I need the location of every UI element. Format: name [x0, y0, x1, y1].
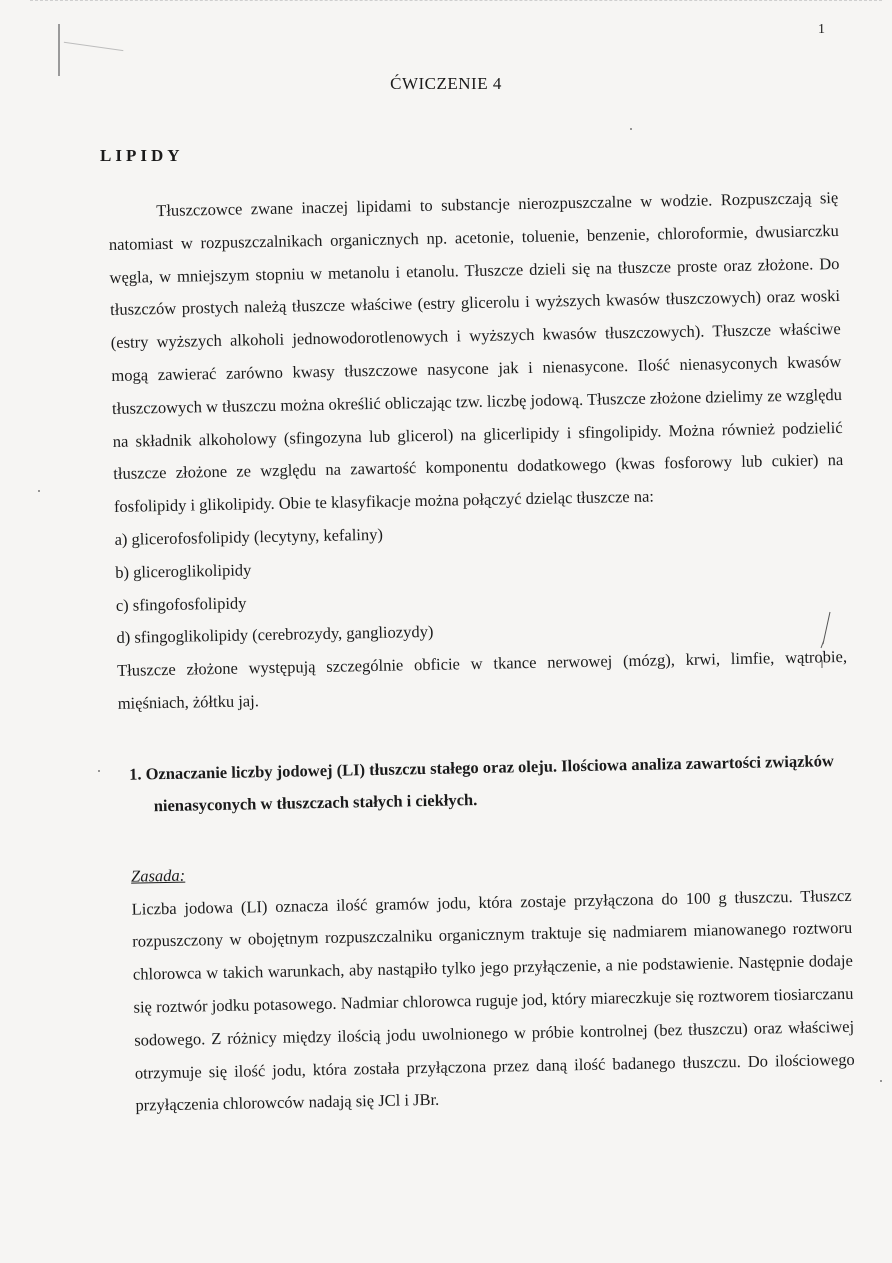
exercise-heading: 1. Oznaczanie liczby jodowej (LI) tłuszczu stałego oraz oleju. Ilościowa analiza zawartości związków nienasyconych w tłuszczach stałych i ciekłych.	[128, 750, 834, 815]
list-item: d) sfingoglikolipidy (cerebrozydy, gangliozydy)	[116, 622, 434, 648]
margin-scribble	[818, 610, 832, 670]
principle-paragraph: Liczba jodowa (LI) oznacza ilość gramów jodu, która zostaje przyłączona do 100 g tłuszczu. Tłuszcz rozpuszczony w obojętnym rozpuszczalniku organicznym traktuje się nadmiarem mianowanego roztworu chlorowca w takich warunkach, aby nastąpiło tylko jego przyłączenie, a nie podstawienie. Następnie dodaje się roztwór jodku potasowego. Nadmiar chlorowca ruguje jod, który miareczkuje się roztworem tiosiarczanu sodowego. Z różnicy między ilością jodu uwolnionego w próbie kontrolnej (bez tłuszczu) oraz właściwej otrzymuje się ilość jodu, która została przyłączona przez daną ilość badanego tłuszczu. Do ilościowego przyłączenia chlorowców nadają się JCl i JBr.	[131, 885, 855, 1115]
scan-speck	[630, 128, 632, 130]
scan-speck	[880, 1080, 882, 1082]
scan-edge	[30, 0, 882, 3]
lipid-classes-list	[114, 510, 846, 655]
list-item: c) sfingofosfolipidy	[115, 592, 247, 615]
intro-paragraph: Tłuszczowce zwane inaczej lipidami to substancje nierozpuszczalne w wodzie. Rozpuszczają się natomiast w rozpuszczalnikach organicznych np. acetonie, toluenie, benzenie, chloroformie, dwusiarczku węgla, w mniejszym stopniu w metanolu i etanolu. Tłuszcze dzieli się na tłuszcze proste oraz złożone. Do tłuszczów prostych należą tłuszcze właściwe (estry glicerolu i wyższych kwasów tłuszczowych) oraz woski (estry wyższych alkoholi jednowodorotlenowych i wyższych kwasów tłuszczowych). Tłuszcze właściwe mogą zawierać zarówno kwasy tłuszczowe nasycone jak i nienasycone. Ilość nienasyconych kwasów tłuszczowych w tłuszczu można określić obliczając tzw. liczbę jodową. Tłuszcze złożone dzielimy ze względu na składnik alkoholowy (sfingozyna lub glicerol) na glicerlipidy i sfingolipidy. Można również podzielić tłuszcze złożone ze względu na zawartość komponentu dodatkowego (kwas fosforowy lub cukier) na fosfolipidy i glikolipidy. Obie te klasyfikacje można połączyć dzieląc tłuszcze na:	[108, 187, 844, 517]
occurrence-paragraph: Tłuszcze złożone występują szczególnie obficie w tkance nerwowej (mózg), krwi, limfie, wątrobie, mięśniach, żółtku jaj.	[116, 647, 848, 713]
scan-speck	[38, 490, 40, 492]
exercise-title: ĆWICZENIE 4	[390, 74, 502, 93]
scan-speck	[98, 770, 100, 772]
document-body	[108, 182, 856, 1123]
list-item: a) glicerofosfolipidy (lecytyny, kefaliny)	[114, 524, 384, 549]
section-title: LIPIDY	[100, 146, 184, 165]
list-item: b) gliceroglikolipidy	[115, 560, 252, 582]
pencil-mark	[64, 36, 124, 51]
binder-mark	[58, 24, 60, 76]
page-number: 1	[818, 22, 825, 37]
principle-label: Zasada:	[130, 865, 186, 886]
